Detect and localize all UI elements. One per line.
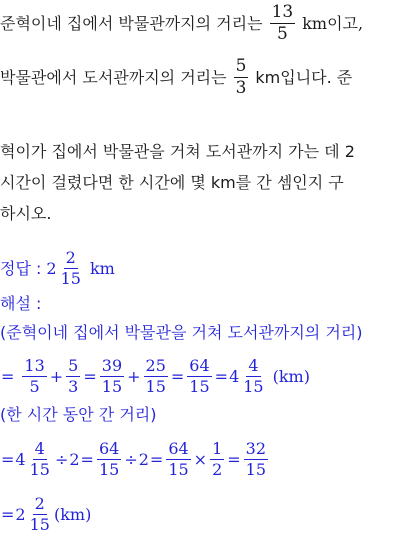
equals-sign: = <box>214 366 229 386</box>
equals-sign: = <box>227 449 241 469</box>
numerator: 5 <box>235 56 247 76</box>
fraction <box>100 358 124 395</box>
fraction <box>241 358 265 395</box>
whole-number: 4 <box>15 449 26 469</box>
explanation-step-2 <box>0 441 270 478</box>
denominator: 5 <box>29 377 40 396</box>
question-line-2 <box>0 58 352 97</box>
question-line-4 <box>0 175 344 191</box>
denominator: 3 <box>68 377 79 396</box>
explanation-step-3 <box>0 496 91 533</box>
denominator: 3 <box>235 78 247 98</box>
equals-sign: = <box>80 449 94 469</box>
fraction <box>270 4 296 43</box>
question-text: km이고, <box>302 13 364 33</box>
numerator: 64 <box>98 439 120 458</box>
numerator: 1 <box>212 439 223 458</box>
question-line-5 <box>0 206 51 222</box>
numerator: 25 <box>145 356 166 375</box>
numerator: 64 <box>168 439 189 458</box>
explanation-label-line <box>0 296 41 312</box>
denominator: 15 <box>29 460 50 479</box>
fraction <box>234 58 249 97</box>
denominator: 15 <box>98 460 120 479</box>
equals-sign: = <box>1 449 15 469</box>
answer-label: 정답 : <box>0 258 42 278</box>
equals-sign: = <box>170 366 185 386</box>
division-sign: ÷ <box>124 449 138 469</box>
numerator: 39 <box>101 356 123 375</box>
plus-sign: + <box>49 366 64 386</box>
explanation-label: 해설 : <box>0 294 42 313</box>
denominator: 15 <box>29 515 50 534</box>
unit-label: (km) <box>53 504 92 524</box>
denominator: 15 <box>189 377 210 396</box>
number: 2 <box>138 449 149 469</box>
number: 2 <box>69 449 80 469</box>
question-text: 준혁이네 집에서 박물관까지의 거리는 <box>0 13 263 33</box>
denominator: 2 <box>212 460 223 479</box>
numerator: 64 <box>189 356 210 375</box>
denominator: 15 <box>168 460 189 479</box>
question-line-3 <box>0 144 355 160</box>
whole-number: 4 <box>229 366 240 386</box>
denominator: 15 <box>145 377 166 396</box>
denominator: 15 <box>245 460 267 479</box>
fraction <box>28 441 52 478</box>
numerator: 2 <box>65 248 76 267</box>
explanation-note: (한 시간 동안 간 거리) <box>0 405 157 424</box>
fraction <box>66 358 80 395</box>
numerator: 5 <box>68 356 79 375</box>
equals-sign: = <box>149 449 164 469</box>
plus-sign: + <box>127 366 141 386</box>
question-line-1 <box>0 4 363 43</box>
explanation-note-2 <box>0 407 156 423</box>
division-sign: ÷ <box>54 449 69 469</box>
numerator: 2 <box>34 494 45 513</box>
fraction <box>97 441 121 478</box>
denominator: 15 <box>60 269 81 288</box>
fraction <box>210 441 224 478</box>
fraction <box>244 441 268 478</box>
numerator: 4 <box>34 439 45 458</box>
multiply-sign: × <box>193 449 208 469</box>
denominator: 5 <box>276 24 288 44</box>
denominator: 15 <box>101 377 123 396</box>
explanation-note: (준혁이네 집에서 박물관을 거쳐 도서관까지의 거리) <box>0 323 363 342</box>
explanation-step-1 <box>0 358 310 395</box>
fraction <box>187 358 211 395</box>
equals-sign: = <box>1 366 15 386</box>
answer-unit: km <box>89 258 115 278</box>
denominator: 15 <box>243 377 264 396</box>
question-text: km입니다. 준 <box>255 67 353 87</box>
fraction <box>166 441 190 478</box>
numerator: 13 <box>271 2 294 22</box>
numerator: 32 <box>245 439 267 458</box>
answer-fraction <box>59 250 83 287</box>
question-text: 박물관에서 도서관까지의 거리는 <box>0 67 227 87</box>
question-text: 하시오. <box>0 204 52 223</box>
fraction <box>22 358 46 395</box>
unit-label: (km) <box>272 366 310 386</box>
numerator: 13 <box>24 356 45 375</box>
answer-whole: 2 <box>46 258 57 278</box>
equals-sign: = <box>1 504 15 524</box>
answer-line <box>0 250 115 287</box>
whole-number: 2 <box>15 504 26 524</box>
question-text: 시간이 걸렸다면 한 시간에 몇 km를 간 셈인지 구 <box>0 173 344 192</box>
question-text: 혁이가 집에서 박물관을 거쳐 도서관까지 가는 데 2 <box>0 142 355 161</box>
fraction <box>28 496 52 533</box>
numerator: 4 <box>248 356 259 375</box>
explanation-note-1 <box>0 325 363 341</box>
fraction <box>144 358 168 395</box>
equals-sign: = <box>83 366 97 386</box>
